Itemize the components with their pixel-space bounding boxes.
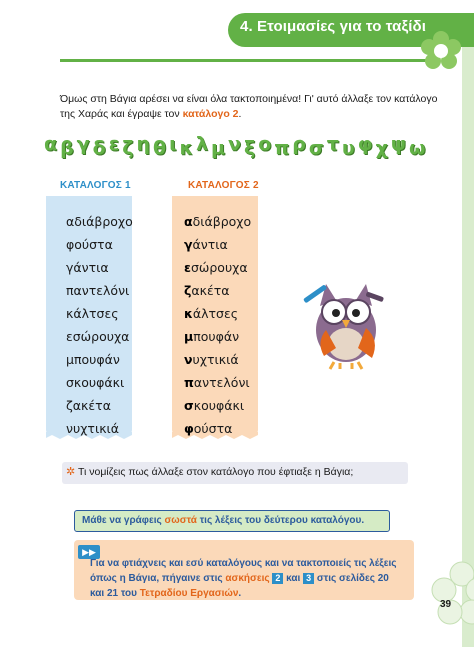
- alphabet-letter: η: [136, 133, 151, 155]
- alphabet-letter: μ: [211, 137, 226, 159]
- list2-word-rest: άλτσες: [192, 306, 239, 321]
- list2-word-first-letter: ε: [184, 260, 191, 275]
- page-side-strip: [462, 47, 474, 647]
- alphabet-letter: κ: [179, 137, 193, 159]
- task-text: Μάθε να γράφεις σωστά τις λέξεις του δεύτερου καταλόγου.: [82, 515, 365, 526]
- alphabet-letter: ρ: [292, 133, 306, 155]
- list2-word-first-letter: φ: [184, 421, 194, 436]
- list2-word-rest: υχτικιά: [192, 352, 239, 367]
- list2-word-first-letter: ν: [184, 352, 193, 367]
- list2-word-rest: ούστα: [193, 421, 233, 436]
- list2-word: [184, 394, 251, 417]
- intro-highlight: κατάλογο 2: [182, 108, 239, 120]
- alphabet-letter: υ: [341, 137, 355, 159]
- list2-word-first-letter: α: [184, 214, 193, 229]
- exercise-number-badge: 2: [272, 573, 283, 584]
- list1-title: ΚΑΤΑΛΟΓΟΣ 1: [60, 180, 131, 191]
- alphabet-letter: β: [60, 137, 74, 159]
- list2-word-rest: άντια: [192, 237, 228, 252]
- intro-paragraph: Όμως στη Βάγια αρέσει να είναι όλα τακτοποιημένα! Γι' αυτό άλλαξε τον κατάλογο της Χαράς και έγραψε τον κατάλογο 2.: [60, 93, 438, 120]
- list1-word: φούστα: [66, 237, 113, 252]
- header-divider: [60, 59, 430, 62]
- alphabet-letter: δ: [92, 137, 106, 159]
- list1-word: γάντια: [66, 260, 109, 275]
- list2-word: [184, 325, 251, 348]
- chapter-title: 4. Ετοιμασίες για το ταξίδι: [240, 18, 427, 35]
- owl-illustration: [296, 270, 396, 370]
- list2-word-first-letter: μ: [184, 329, 194, 344]
- alphabet-letter: ε: [108, 133, 120, 155]
- alphabet-letter: σ: [308, 137, 324, 159]
- list2-words: [184, 210, 251, 440]
- list1-word: μπουφάν: [66, 352, 120, 367]
- alphabet-letter: θ: [153, 137, 167, 159]
- list2-word-first-letter: ζ: [184, 283, 192, 298]
- list2-word: [184, 371, 251, 394]
- list2-word-rest: αντελόνι: [193, 375, 250, 390]
- workbook-info-text: Για να φτιάχνεις και εσύ καταλόγους και να τακτοποιείς τις λέξεις όπως η Βάγια, πήγαινε στις ασκήσεις 2 και 3 στις σελίδες 20 και 21 του Τετραδίου Εργασιών.: [90, 558, 397, 599]
- list1-word: αδιάβροχο: [66, 214, 133, 229]
- decorative-flower-icon: [428, 560, 474, 630]
- sun-icon: ✲: [66, 466, 76, 478]
- page-number: 39: [440, 599, 452, 610]
- alphabet-letter: τ: [326, 133, 339, 155]
- list2-word: [184, 348, 251, 371]
- list2-word-rest: σώρουχα: [190, 260, 248, 275]
- question-text: Τι νομίζεις πως άλλαξε στον κατάλογο που έφτιαξε η Βάγια;: [78, 466, 354, 478]
- list2-title: ΚΑΤΑΛΟΓΟΣ 2: [188, 180, 259, 191]
- list2-word: [184, 302, 251, 325]
- list1-word: ζακέτα: [66, 398, 111, 413]
- list2-word: [184, 279, 251, 302]
- alphabet-letter: γ: [76, 133, 90, 155]
- list2-word-rest: ακέτα: [191, 283, 230, 298]
- list2-word-rest: πουφάν: [193, 329, 240, 344]
- greek-alphabet-row: [44, 130, 425, 162]
- list2-word-rest: κουφάκι: [193, 398, 245, 413]
- alphabet-letter: ω: [408, 137, 426, 159]
- alphabet-letter: ν: [228, 133, 241, 155]
- alphabet-letter: π: [274, 137, 290, 159]
- list2-word-first-letter: γ: [184, 237, 193, 252]
- list1-word: παντελόνι: [66, 283, 130, 298]
- list2-word: [184, 256, 251, 279]
- list2-word-first-letter: π: [184, 375, 194, 390]
- list1-word: σκουφάκι: [66, 375, 125, 390]
- list1-words: [66, 210, 133, 440]
- list1-word: νυχτικιά: [66, 421, 120, 436]
- alphabet-letter: ζ: [122, 137, 134, 159]
- list2-word: [184, 417, 251, 440]
- alphabet-letter: α: [44, 133, 58, 155]
- alphabet-letter: ο: [258, 133, 272, 155]
- list2-word: [184, 233, 251, 256]
- alphabet-letter: ψ: [390, 133, 406, 155]
- exercise-number-badge: 3: [303, 573, 314, 584]
- list2-word-first-letter: σ: [184, 398, 194, 413]
- list2-word-first-letter: κ: [184, 306, 193, 321]
- flower-icon: [420, 30, 462, 72]
- list2-word: [184, 210, 251, 233]
- alphabet-letter: φ: [357, 133, 373, 155]
- alphabet-letter: ι: [169, 133, 177, 155]
- list1-word: εσώρουχα: [66, 329, 130, 344]
- alphabet-letter: λ: [196, 133, 209, 155]
- alphabet-letter: χ: [375, 137, 388, 159]
- list2-word-rest: διάβροχο: [192, 214, 252, 229]
- fast-forward-icon: ▶▶: [78, 545, 100, 559]
- list1-word: κάλτσες: [66, 306, 119, 321]
- alphabet-letter: ξ: [243, 137, 256, 159]
